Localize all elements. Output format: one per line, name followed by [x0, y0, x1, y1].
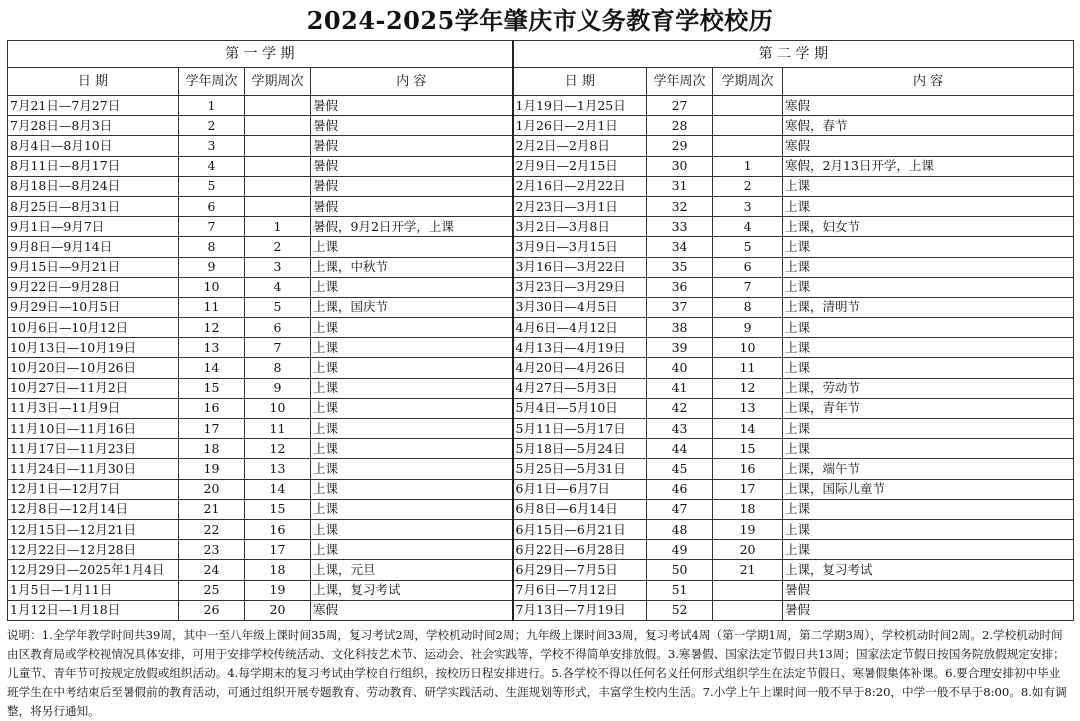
sem2-content-cell: 上课 — [783, 338, 1074, 358]
sem1-date-cell: 11月3日—11月9日 — [8, 398, 179, 418]
sem2-term-week-cell: 8 — [713, 297, 783, 317]
sem1-term-week-cell: 19 — [245, 580, 311, 600]
note-item: 4.每学期末的复习考试由学校自行组织，按校历日程安排进行。 — [227, 666, 552, 680]
sem1-term-week-cell — [245, 196, 311, 216]
sem2-content-cell: 上课 — [783, 176, 1074, 196]
table-row — [8, 499, 1074, 519]
sem2-term-week-cell: 17 — [713, 479, 783, 499]
calendar-table — [7, 40, 1074, 621]
sem1-term-week-cell: 16 — [245, 519, 311, 539]
sem1-content-cell: 上课 — [311, 358, 513, 378]
sem2-year-week-cell: 47 — [647, 499, 713, 519]
sem2-content-cell: 暑假 — [783, 600, 1074, 620]
sem1-content-cell: 上课 — [311, 419, 513, 439]
sem2-year-week-cell: 31 — [647, 176, 713, 196]
sem2-year-week-cell: 52 — [647, 600, 713, 620]
sem1-year-week-cell: 7 — [179, 217, 245, 237]
sem1-year-week-cell: 17 — [179, 419, 245, 439]
sem2-content-cell: 上课 — [783, 318, 1074, 338]
sem2-year-week-cell: 40 — [647, 358, 713, 378]
sem2-year-week-cell: 46 — [647, 479, 713, 499]
sem1-year-week-cell: 15 — [179, 378, 245, 398]
sem2-content-cell: 暑假 — [783, 580, 1074, 600]
note-item: 7.小学上午上课时间一般不早于8:20，中学一般不早于8:00。 — [702, 685, 1021, 699]
table-row — [8, 358, 1074, 378]
sem1-date-cell: 12月15日—12月21日 — [8, 519, 179, 539]
note-item: 1.全学年教学时间共39周，其中一至八年级上课时间35周，复习考试2周，学校机动时间2周；九年级上课时间33周，复习考试4周（第一学期1周，第二学期3周），学校机动时间2周。 — [41, 628, 982, 642]
note-item: 3.寒暑假、国家法定节假日共13周；国家法定节假日按国务院放假规定安排；儿童节、青年节可按规定放假或组织活动。 — [7, 647, 1065, 680]
table-row — [8, 560, 1074, 580]
sem2-year-week-cell: 43 — [647, 419, 713, 439]
table-row — [8, 96, 1074, 116]
sem2-content-cell: 上课，复习考试 — [783, 560, 1074, 580]
sem1-date-cell: 9月8日—9月14日 — [8, 237, 179, 257]
col-header-term-week: 学期周次 — [245, 68, 311, 96]
sem2-date-cell: 4月6日—4月12日 — [513, 318, 647, 338]
sem1-date-cell: 10月27日—11月2日 — [8, 378, 179, 398]
sem2-year-week-cell: 45 — [647, 459, 713, 479]
sem2-date-cell: 4月13日—4月19日 — [513, 338, 647, 358]
sem1-content-cell: 上课，复习考试 — [311, 580, 513, 600]
sem1-date-cell: 9月29日—10月5日 — [8, 297, 179, 317]
sem2-content-cell: 寒假 — [783, 136, 1074, 156]
sem2-content-cell: 上课，国际儿童节 — [783, 479, 1074, 499]
sem2-date-cell: 2月23日—3月1日 — [513, 196, 647, 216]
table-row — [8, 196, 1074, 216]
sem2-year-week-cell: 30 — [647, 156, 713, 176]
table-row — [8, 419, 1074, 439]
column-header-row — [8, 68, 1074, 96]
sem1-content-cell: 上课 — [311, 237, 513, 257]
sem1-date-cell: 11月10日—11月16日 — [8, 419, 179, 439]
sem1-content-cell: 暑假 — [311, 156, 513, 176]
sem2-term-week-cell: 15 — [713, 439, 783, 459]
sem2-content-cell: 上课，青年节 — [783, 398, 1074, 418]
sem1-year-week-cell: 4 — [179, 156, 245, 176]
col-header-term-week: 学期周次 — [713, 68, 783, 96]
sem2-year-week-cell: 42 — [647, 398, 713, 418]
sem1-year-week-cell: 13 — [179, 338, 245, 358]
sem2-year-week-cell: 33 — [647, 217, 713, 237]
sem2-content-cell: 寒假，春节 — [783, 116, 1074, 136]
sem2-term-week-cell: 3 — [713, 196, 783, 216]
sem2-year-week-cell: 32 — [647, 196, 713, 216]
sem2-date-cell: 3月2日—3月8日 — [513, 217, 647, 237]
col-header-date: 日 期 — [8, 68, 179, 96]
sem1-date-cell: 12月29日—2025年1月4日 — [8, 560, 179, 580]
sem2-year-week-cell: 50 — [647, 560, 713, 580]
sem1-content-cell: 暑假 — [311, 176, 513, 196]
sem2-content-cell: 上课 — [783, 237, 1074, 257]
sem1-date-cell: 12月22日—12月28日 — [8, 540, 179, 560]
sem2-term-week-cell: 11 — [713, 358, 783, 378]
sem1-term-week-cell: 15 — [245, 499, 311, 519]
sem1-content-cell: 上课 — [311, 499, 513, 519]
table-row — [8, 519, 1074, 539]
sem2-year-week-cell: 39 — [647, 338, 713, 358]
sem2-year-week-cell: 41 — [647, 378, 713, 398]
sem2-year-week-cell: 35 — [647, 257, 713, 277]
sem2-date-cell: 5月11日—5月17日 — [513, 419, 647, 439]
sem1-date-cell: 8月18日—8月24日 — [8, 176, 179, 196]
semester2-header: 第 二 学 期 — [513, 41, 1074, 68]
sem1-year-week-cell: 5 — [179, 176, 245, 196]
sem1-term-week-cell — [245, 116, 311, 136]
notes-label: 说明： — [7, 628, 42, 642]
sem2-content-cell: 寒假，2月13日开学，上课 — [783, 156, 1074, 176]
sem1-content-cell: 上课，元旦 — [311, 560, 513, 580]
sem2-term-week-cell: 21 — [713, 560, 783, 580]
sem1-content-cell: 上课 — [311, 459, 513, 479]
sem1-year-week-cell: 14 — [179, 358, 245, 378]
sem1-year-week-cell: 16 — [179, 398, 245, 418]
sem1-year-week-cell: 10 — [179, 277, 245, 297]
sem2-term-week-cell: 6 — [713, 257, 783, 277]
sem1-term-week-cell — [245, 156, 311, 176]
sem1-term-week-cell — [245, 176, 311, 196]
sem1-date-cell: 12月8日—12月14日 — [8, 499, 179, 519]
sem2-term-week-cell: 14 — [713, 419, 783, 439]
sem2-content-cell: 上课，劳动节 — [783, 378, 1074, 398]
table-row — [8, 338, 1074, 358]
table-row — [8, 378, 1074, 398]
sem2-date-cell: 3月30日—4月5日 — [513, 297, 647, 317]
sem1-content-cell: 上课 — [311, 519, 513, 539]
sem1-term-week-cell: 4 — [245, 277, 311, 297]
table-row — [8, 459, 1074, 479]
sem1-content-cell: 暑假 — [311, 136, 513, 156]
sem2-term-week-cell: 7 — [713, 277, 783, 297]
sem2-year-week-cell: 44 — [647, 439, 713, 459]
table-row — [8, 297, 1074, 317]
sem1-term-week-cell: 20 — [245, 600, 311, 620]
sem1-term-week-cell — [245, 96, 311, 116]
sem2-term-week-cell: 13 — [713, 398, 783, 418]
sem1-year-week-cell: 20 — [179, 479, 245, 499]
sem2-year-week-cell: 48 — [647, 519, 713, 539]
sem2-content-cell: 上课 — [783, 277, 1074, 297]
sem2-year-week-cell: 27 — [647, 96, 713, 116]
sem1-date-cell: 12月1日—12月7日 — [8, 479, 179, 499]
sem1-date-cell: 9月22日—9月28日 — [8, 277, 179, 297]
sem2-term-week-cell: 20 — [713, 540, 783, 560]
note-item: 6.要合理安排初中毕业班学生在中考结束后至暑假前的教育活动，可通过组织开展专题教育、劳动教育、研学实践活动、生涯规划等形式，丰富学生校内生活。 — [7, 666, 1061, 699]
semester-header-row — [8, 41, 1074, 68]
sem1-date-cell: 9月1日—9月7日 — [8, 217, 179, 237]
sem1-date-cell: 11月24日—11月30日 — [8, 459, 179, 479]
sem1-year-week-cell: 8 — [179, 237, 245, 257]
sem1-date-cell: 10月6日—10月12日 — [8, 318, 179, 338]
sem1-date-cell: 8月25日—8月31日 — [8, 196, 179, 216]
sem1-term-week-cell: 18 — [245, 560, 311, 580]
table-row — [8, 439, 1074, 459]
sem2-term-week-cell: 16 — [713, 459, 783, 479]
sem1-date-cell: 8月11日—8月17日 — [8, 156, 179, 176]
note-item: 8.如有调整，将另行通知。 — [7, 685, 1067, 718]
sem2-term-week-cell: 5 — [713, 237, 783, 257]
sem2-year-week-cell: 49 — [647, 540, 713, 560]
sem2-date-cell: 6月1日—6月7日 — [513, 479, 647, 499]
sem1-year-week-cell: 22 — [179, 519, 245, 539]
sem2-date-cell: 1月19日—1月25日 — [513, 96, 647, 116]
sem2-term-week-cell: 19 — [713, 519, 783, 539]
sem2-content-cell: 上课 — [783, 439, 1074, 459]
sem2-content-cell: 上课，清明节 — [783, 297, 1074, 317]
sem1-content-cell: 上课 — [311, 479, 513, 499]
sem2-term-week-cell: 10 — [713, 338, 783, 358]
sem1-term-week-cell — [245, 136, 311, 156]
col-header-date: 日 期 — [513, 68, 647, 96]
sem2-date-cell: 7月13日—7月19日 — [513, 600, 647, 620]
sem1-content-cell: 暑假 — [311, 96, 513, 116]
table-row — [8, 277, 1074, 297]
table-row — [8, 580, 1074, 600]
sem1-year-week-cell: 2 — [179, 116, 245, 136]
sem2-date-cell: 5月25日—5月31日 — [513, 459, 647, 479]
sem1-date-cell: 10月13日—10月19日 — [8, 338, 179, 358]
sem1-year-week-cell: 12 — [179, 318, 245, 338]
note-item: 2.学校机动时间由区教育局或学校视情况具体安排，可用于安排学校传统活动、文化科技艺术节、运动会、社会实践等，学校不得简单安排放假。 — [7, 628, 1063, 661]
note-item: 5.各学校不得以任何名义任何形式组织学生在法定节假日、寒暑假集体补课。 — [551, 666, 946, 680]
col-header-year-week: 学年周次 — [647, 68, 713, 96]
sem1-term-week-cell: 2 — [245, 237, 311, 257]
sem1-year-week-cell: 11 — [179, 297, 245, 317]
sem2-date-cell: 2月16日—2月22日 — [513, 176, 647, 196]
table-row — [8, 237, 1074, 257]
sem2-date-cell: 2月9日—2月15日 — [513, 156, 647, 176]
sem1-year-week-cell: 6 — [179, 196, 245, 216]
sem1-year-week-cell: 19 — [179, 459, 245, 479]
table-row — [8, 318, 1074, 338]
sem1-content-cell: 上课，国庆节 — [311, 297, 513, 317]
sem2-content-cell: 上课 — [783, 519, 1074, 539]
table-row — [8, 479, 1074, 499]
sem2-content-cell: 寒假 — [783, 96, 1074, 116]
sem1-date-cell: 1月5日—1月11日 — [8, 580, 179, 600]
sem2-term-week-cell: 1 — [713, 156, 783, 176]
sem2-term-week-cell — [713, 96, 783, 116]
sem1-content-cell: 上课 — [311, 378, 513, 398]
sem2-content-cell: 上课 — [783, 257, 1074, 277]
sem1-year-week-cell: 21 — [179, 499, 245, 519]
sem1-term-week-cell: 7 — [245, 338, 311, 358]
sem1-date-cell: 7月21日—7月27日 — [8, 96, 179, 116]
sem2-content-cell: 上课 — [783, 419, 1074, 439]
notes-section — [7, 626, 1069, 721]
sem2-content-cell: 上课 — [783, 196, 1074, 216]
table-row — [8, 176, 1074, 196]
sem2-term-week-cell: 4 — [713, 217, 783, 237]
sem2-date-cell: 6月29日—7月5日 — [513, 560, 647, 580]
sem1-content-cell: 暑假 — [311, 196, 513, 216]
sem1-content-cell: 上课 — [311, 338, 513, 358]
sem2-date-cell: 5月4日—5月10日 — [513, 398, 647, 418]
col-header-content: 内 容 — [783, 68, 1074, 96]
sem2-content-cell: 上课 — [783, 499, 1074, 519]
sem2-date-cell: 3月9日—3月15日 — [513, 237, 647, 257]
page-title: 2024-2025学年肇庆市义务教育学校校历 — [306, 6, 774, 35]
sem1-term-week-cell: 10 — [245, 398, 311, 418]
sem1-term-week-cell: 1 — [245, 217, 311, 237]
table-row — [8, 116, 1074, 136]
sem2-term-week-cell — [713, 580, 783, 600]
sem2-date-cell: 5月18日—5月24日 — [513, 439, 647, 459]
table-row — [8, 257, 1074, 277]
sem2-year-week-cell: 36 — [647, 277, 713, 297]
sem1-date-cell: 11月17日—11月23日 — [8, 439, 179, 459]
sem2-date-cell: 3月16日—3月22日 — [513, 257, 647, 277]
sem1-year-week-cell: 25 — [179, 580, 245, 600]
sem1-content-cell: 上课 — [311, 398, 513, 418]
sem1-date-cell: 8月4日—8月10日 — [8, 136, 179, 156]
sem1-year-week-cell: 9 — [179, 257, 245, 277]
sem1-year-week-cell: 18 — [179, 439, 245, 459]
sem1-content-cell: 上课，中秋节 — [311, 257, 513, 277]
table-row — [8, 600, 1074, 620]
table-row — [8, 540, 1074, 560]
sem1-term-week-cell: 14 — [245, 479, 311, 499]
sem1-date-cell: 1月12日—1月18日 — [8, 600, 179, 620]
sem1-term-week-cell: 17 — [245, 540, 311, 560]
sem2-date-cell: 1月26日—2月1日 — [513, 116, 647, 136]
col-header-year-week: 学年周次 — [179, 68, 245, 96]
sem2-date-cell: 3月23日—3月29日 — [513, 277, 647, 297]
sem2-content-cell: 上课 — [783, 358, 1074, 378]
sem2-content-cell: 上课，端午节 — [783, 459, 1074, 479]
sem1-term-week-cell: 3 — [245, 257, 311, 277]
sem2-date-cell: 6月8日—6月14日 — [513, 499, 647, 519]
sem2-term-week-cell — [713, 600, 783, 620]
sem2-term-week-cell: 18 — [713, 499, 783, 519]
sem2-content-cell: 上课 — [783, 540, 1074, 560]
sem2-year-week-cell: 29 — [647, 136, 713, 156]
sem1-term-week-cell: 5 — [245, 297, 311, 317]
sem1-content-cell: 暑假 — [311, 116, 513, 136]
sem2-year-week-cell: 28 — [647, 116, 713, 136]
sem1-content-cell: 寒假 — [311, 600, 513, 620]
sem1-year-week-cell: 26 — [179, 600, 245, 620]
sem1-date-cell: 7月28日—8月3日 — [8, 116, 179, 136]
sem1-year-week-cell: 1 — [179, 96, 245, 116]
col-header-content: 内 容 — [311, 68, 513, 96]
sem1-term-week-cell: 11 — [245, 419, 311, 439]
sem2-year-week-cell: 38 — [647, 318, 713, 338]
sem1-content-cell: 上课 — [311, 318, 513, 338]
sem1-date-cell: 9月15日—9月21日 — [8, 257, 179, 277]
sem2-year-week-cell: 34 — [647, 237, 713, 257]
sem1-year-week-cell: 3 — [179, 136, 245, 156]
sem2-date-cell: 6月15日—6月21日 — [513, 519, 647, 539]
sem1-date-cell: 10月20日—10月26日 — [8, 358, 179, 378]
sem1-content-cell: 上课 — [311, 277, 513, 297]
sem1-term-week-cell: 6 — [245, 318, 311, 338]
sem2-date-cell: 2月2日—2月8日 — [513, 136, 647, 156]
sem1-year-week-cell: 23 — [179, 540, 245, 560]
sem2-content-cell: 上课，妇女节 — [783, 217, 1074, 237]
sem2-date-cell: 4月20日—4月26日 — [513, 358, 647, 378]
sem2-term-week-cell — [713, 116, 783, 136]
sem1-term-week-cell: 9 — [245, 378, 311, 398]
sem2-date-cell: 6月22日—6月28日 — [513, 540, 647, 560]
sem1-term-week-cell: 12 — [245, 439, 311, 459]
semester1-header: 第 一 学 期 — [8, 41, 513, 68]
table-row — [8, 136, 1074, 156]
sem1-year-week-cell: 24 — [179, 560, 245, 580]
sem2-date-cell: 4月27日—5月3日 — [513, 378, 647, 398]
sem1-term-week-cell: 13 — [245, 459, 311, 479]
sem1-content-cell: 上课 — [311, 439, 513, 459]
sem2-term-week-cell: 2 — [713, 176, 783, 196]
sem2-year-week-cell: 51 — [647, 580, 713, 600]
sem2-date-cell: 7月6日—7月12日 — [513, 580, 647, 600]
sem1-content-cell: 暑假，9月2日开学，上课 — [311, 217, 513, 237]
sem1-term-week-cell: 8 — [245, 358, 311, 378]
sem2-term-week-cell: 12 — [713, 378, 783, 398]
sem1-content-cell: 上课 — [311, 540, 513, 560]
sem2-term-week-cell: 9 — [713, 318, 783, 338]
table-row — [8, 217, 1074, 237]
table-row — [8, 398, 1074, 418]
sem2-year-week-cell: 37 — [647, 297, 713, 317]
sem2-term-week-cell — [713, 136, 783, 156]
table-row — [8, 156, 1074, 176]
